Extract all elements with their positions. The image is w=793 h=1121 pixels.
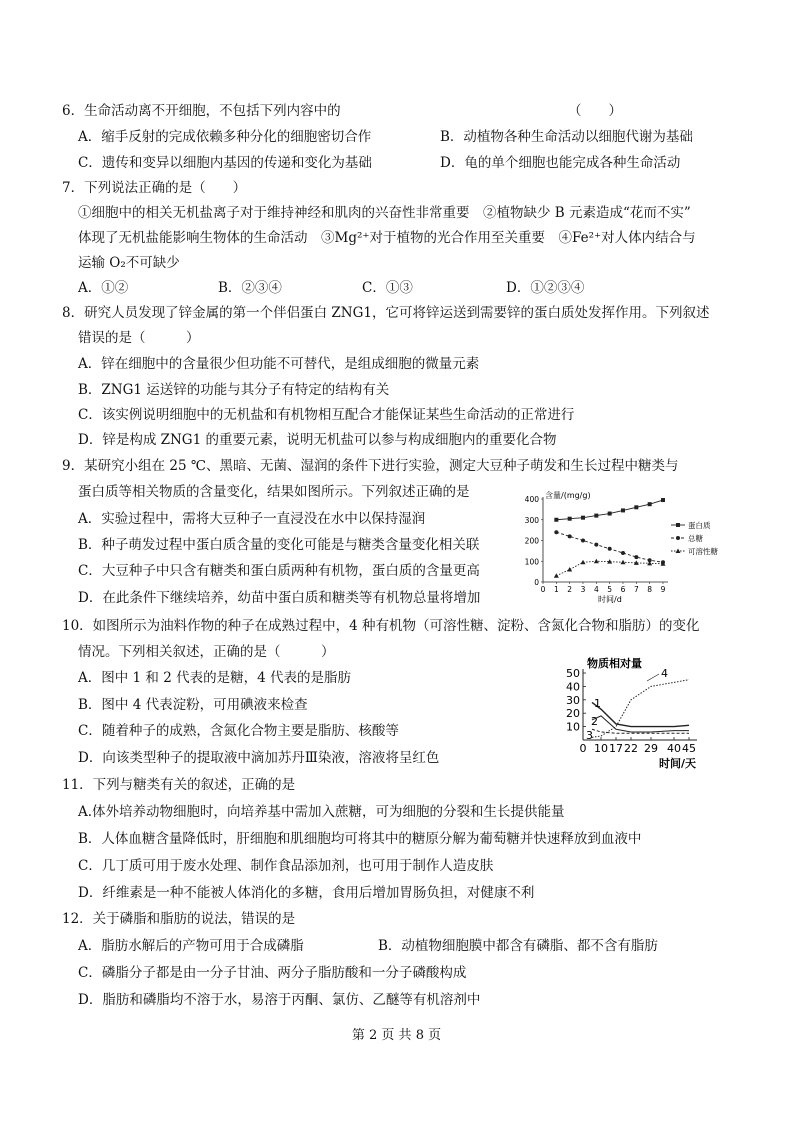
q6-option-c: C．遗传和变异以细胞内基因的传递和变化为基础 [78,155,372,171]
q8-option-a: A．锌在细胞中的含量很少但功能不可替代，是组成细胞的微量元素 [78,356,480,372]
chart2-series-line [592,716,689,732]
chart1-x-tick-label: 2 [567,585,573,594]
chart1-y-tick-label: 400 [524,495,539,504]
chart2-x-tick-label: 29 [644,742,658,755]
chart1-point [621,508,625,512]
q10-option-d: D．向该类型种子的提取液中滴加苏丹Ⅲ染液，溶液将呈红色 [78,750,440,766]
q11-stem: 11．下列与糖类有关的叙述，正确的是 [62,777,296,793]
chart1-y-tick-label: 0 [534,578,539,587]
chart1-point [554,573,559,578]
chart2-y-tick-label: 40 [566,680,580,694]
chart1-ylabel: 含量/(mg/g) [545,491,591,500]
chart2-x-tick-label: 22 [624,742,638,755]
q11-option-b: B．人体血糖含量降低时，肝细胞和肌细胞均可将其中的糖原分解为葡萄糖并快速释放到血液中 [78,831,642,847]
q7-option-c: C．①③ [362,280,413,296]
chart2-label-leader [647,674,659,681]
q12-option-d: D．脂肪和磷脂均不溶于水，易溶于丙酮、氯仿、乙醚等有机溶剂中 [78,992,481,1008]
q9-option-d: D．在此条件下继续培养，幼苗中蛋白质和糖类等有机物总量将增加 [78,590,481,606]
chart2-ylabel: 物质相对量 [587,657,642,670]
q11-option-d: D．纤维素是一种不能被人体消化的多糖，食用后增加胃肠负担，对健康不利 [78,885,535,901]
q10-option-c: C．随着种子的成熟，含氮化合物主要是脂肪、核酸等 [78,723,399,739]
chart1-point [648,502,652,506]
chart2-x-tick-label: 40 [667,742,681,755]
q7-option-a: A．①② [78,280,129,296]
q8-option-d: D．锌是构成 ZNG1 的重要元素，说明无机盐可以参与构成细胞内的重要化合物 [78,432,557,448]
chart1-point [581,539,585,543]
q6-answer-paren: （ ） [568,103,622,119]
chart1-point [647,561,652,566]
q11-option-c: C．几丁质可用于废水处理、制作食品添加剂，也可用于制作人造皮肤 [78,858,494,874]
q7-option-b: B．②③④ [218,280,282,296]
chart1-point [581,560,586,565]
q6-option-a: A．缩手反射的完成依赖多种分化的细胞密切合作 [78,129,372,145]
chart1-point [581,516,585,520]
q10-stem-line2: 情况。下列相关叙述，正确的是（ ） [78,644,335,660]
chart1-x-tick-label: 1 [553,585,559,594]
chart2-x-tick-label: 0 [579,742,587,755]
q7-option-d: D．①②③④ [506,280,585,296]
chart1-x-tick-label: 6 [620,585,626,594]
chart2-series-label: 2 [591,715,598,728]
q8-stem-line2: 错误的是（ ） [78,330,200,346]
chart2-y-tick-label: 10 [566,720,580,734]
q12-option-c: C．磷脂分子都是由一分子甘油、两分子脂肪酸和一分子磷酸构成 [78,965,467,981]
chart1-point [554,518,558,522]
chart1-point [608,512,612,516]
q10-stem: 10．如图所示为油料作物的种子在成熟过程中，4 种有机物（可溶性糖、淀粉、含氮化合物和脂肪）的变化 [62,618,700,634]
q10-option-b: B．图中 4 代表淀粉，可用碘液来检查 [78,697,308,713]
q9-stem: 9．某研究小组在 25 ℃、黑暗、无菌、湿润的条件下进行实验，测定大豆种子萌发和生长过程中糖类与 [62,458,679,474]
page-footer: 第 2 页 共 8 页 [351,1028,442,1043]
q9-option-a: A．实验过程中，需将大豆种子一直浸没在水中以保持湿润 [78,511,426,527]
chart1-point [634,505,638,509]
q12-option-b: B．动植物细胞膜中都含有磷脂、都不含有脂肪 [378,938,658,954]
chart1-point [621,560,626,565]
protein-sugar-chart [513,487,731,605]
chart1-legend-marker [676,523,680,527]
chart1-y-tick-label: 100 [524,557,539,567]
chart2-y-tick-label: 20 [566,707,580,721]
chart1-legend-label: 总糖 [688,534,703,543]
chart1-x-tick-label: 4 [593,585,599,594]
chart1-x-tick-label: 9 [660,585,666,594]
chart1-point [634,555,638,559]
q7-stem-line3: 体现了无机盐能影响生物体的生命活动 ③Mg²⁺对于植物的光合作用至关重要 ④Fe²⁺对人体内结合与 [78,230,696,246]
chart1-point [608,547,612,551]
q7-stem-line4: 运输 O₂不可缺少 [78,255,180,271]
chart1-point [621,551,625,555]
chart1-legend-marker [676,536,680,540]
chart1-x-tick-label: 7 [633,585,639,594]
chart1-x-tick-label: 5 [607,585,613,594]
chart2-y-tick-label: 50 [566,667,580,680]
chart2-y-tick-label: 30 [566,693,580,707]
chart2-x-tick-label: 10 [594,742,608,755]
chart1-legend-marker [676,549,681,554]
chart1-x-tick-label: 3 [580,585,586,594]
q10-option-a: A．图中 1 和 2 代表的是糖，4 代表的是脂肪 [78,670,351,686]
chart1-point [568,517,572,521]
chart1-xlabel: 时间/d [598,595,622,604]
chart2-series-label: 1 [594,697,601,710]
q11-option-a: A.体外培养动物细胞时，向培养基中需加入蔗糖，可为细胞的分裂和生长提供能量 [78,804,565,820]
chart1-point [568,534,572,538]
q8-option-c: C．该实例说明细胞中的无机盐和有机物相互配合才能保证某些生命活动的正常进行 [78,407,575,423]
chart1-point [661,498,665,502]
chart2-series-label: 4 [661,667,668,680]
q9-stem-line2: 蛋白质等相关物质的含量变化，结果如图所示。下列叙述正确的是 [78,484,470,500]
q8-stem: 8．研究人员发现了锌金属的第一个伴侣蛋白 ZNG1，它可将锌运送到需要锌的蛋白质处发挥作用。下列叙述 [62,305,710,321]
q6-option-d: D．龟的单个细胞也能完成各种生命活动 [440,155,681,171]
chart1-series-line [556,500,663,520]
chart1-y-tick-label: 300 [524,515,539,525]
q12-stem: 12．关于磷脂和脂肪的说法，错误的是 [62,911,296,927]
chart1-point [554,530,558,534]
chart1-x-tick-label: 8 [647,585,653,594]
q12-option-a: A．脂肪水解后的产物可用于合成磷脂 [78,938,304,954]
chart2-xlabel: 时间/天 [659,757,697,770]
q8-option-b: B．ZNG1 运送锌的功能与其分子有特定的结构有关 [78,382,390,398]
q7-stem-line2: ①细胞中的相关无机盐离子对于维持神经和肌肉的兴奋性非常重要 ②植物缺少 B 元素造成“花而不实” [78,205,691,221]
chart1-point [594,514,598,518]
chart2-series-line [592,702,689,726]
seed-maturation-chart [561,655,731,770]
q7-stem: 7．下列说法正确的是（ ） [62,180,247,196]
chart1-legend-label: 可溶性糖 [688,547,718,556]
q9-option-c: C．大豆种子中只含有糖类和蛋白质两种有机物，蛋白质的含量更高 [78,563,480,579]
q9-option-b: B．种子萌发过程中蛋白质含量的变化可能是与糖类含量变化相关联 [78,537,480,553]
chart1-point [594,543,598,547]
chart1-y-tick-label: 200 [524,536,539,546]
chart2-series-label: 3 [586,729,593,742]
chart1-legend-label: 蛋白质 [688,521,711,530]
chart2-series-line [592,680,689,738]
q6-option-b: B．动植物各种生命活动以细胞代谢为基础 [440,129,693,145]
q6-stem: 6．生命活动离不开细胞，不包括下列内容中的 [62,103,341,119]
chart2-x-tick-label: 45 [682,742,696,755]
chart1-x-tick-label: 0 [540,585,546,594]
chart2-x-tick-label: 17 [609,742,623,755]
chart1-point [567,567,572,572]
